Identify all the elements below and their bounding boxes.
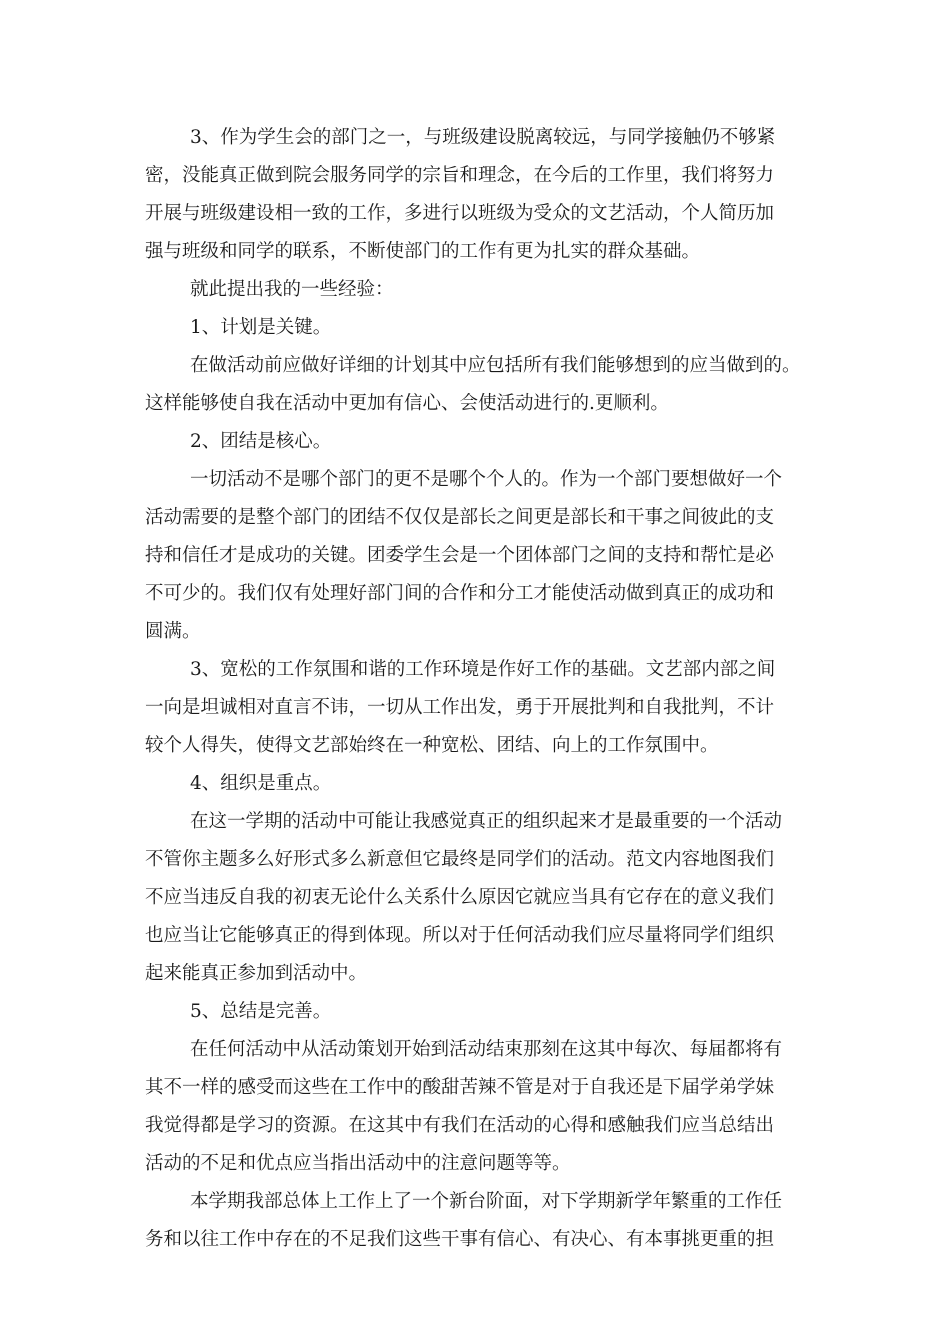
text-line: 开展与班级建设相一致的工作，多进行以班级为受众的文艺活动，个人简历加 — [145, 203, 775, 224]
paragraph — [145, 309, 825, 347]
text-line: 在任何活动中从活动策划开始到活动结束那刻在这其中每次、每届都将有 — [190, 1039, 783, 1060]
text-line: 2、团结是核心。 — [190, 431, 332, 452]
text-line: 一切活动不是哪个部门的更不是哪个个人的。作为一个部门要想做好一个 — [190, 469, 783, 490]
paragraph — [145, 803, 825, 993]
text-line: 持和信任才是成功的关键。团委学生会是一个团体部门之间的支持和帮忙是必 — [145, 545, 775, 566]
text-line: 在这一学期的活动中可能让我感觉真正的组织起来才是最重要的一个活动 — [190, 811, 783, 832]
paragraph — [145, 651, 825, 765]
paragraph — [145, 271, 825, 309]
text-line: 4、组织是重点。 — [190, 773, 332, 794]
text-line: 5、总结是完善。 — [190, 1001, 332, 1022]
text-line: 在做活动前应做好详细的计划其中应包括所有我们能够想到的应当做到的。 — [190, 355, 801, 376]
text-line: 强与班级和同学的联系，不断使部门的工作有更为扎实的群众基础。 — [145, 241, 701, 262]
paragraph — [145, 1183, 825, 1259]
paragraph — [145, 765, 825, 803]
text-line: 较个人得失，使得文艺部始终在一种宽松、团结、向上的工作氛围中。 — [145, 735, 719, 756]
text-line: 这样能够使自我在活动中更加有信心、会使活动进行的.更顺利。 — [145, 393, 669, 414]
text-line: 不应当违反自我的初衷无论什么关系什么原因它就应当具有它存在的意义我们 — [145, 887, 775, 908]
text-line: 起来能真正参加到活动中。 — [145, 963, 368, 984]
text-line: 一向是坦诚相对直言不讳，一切从工作出发，勇于开展批判和自我批判，不计 — [145, 697, 775, 718]
paragraph — [145, 461, 825, 651]
text-line: 不管你主题多么好形式多么新意但它最终是同学们的活动。范文内容地图我们 — [145, 849, 775, 870]
text-line: 其不一样的感受而这些在工作中的酸甜苦辣不管是对于自我还是下届学弟学妹 — [145, 1077, 775, 1098]
text-line: 活动的不足和优点应当指出活动中的注意问题等等。 — [145, 1153, 571, 1174]
text-line: 圆满。 — [145, 621, 201, 642]
document-body — [145, 119, 825, 1259]
text-line: 本学期我部总体上工作上了一个新台阶面，对下学期新学年繁重的工作任 — [190, 1191, 783, 1212]
paragraph — [145, 347, 825, 423]
paragraph — [145, 119, 825, 271]
text-line: 也应当让它能够真正的得到体现。所以对于任何活动我们应尽量将同学们组织 — [145, 925, 775, 946]
text-line: 活动需要的是整个部门的团结不仅仅是部长之间更是部长和干事之间彼此的支 — [145, 507, 775, 528]
text-line: 就此提出我的一些经验： — [190, 279, 394, 300]
paragraph — [145, 1031, 825, 1183]
text-line: 不可少的。我们仅有处理好部门间的合作和分工才能使活动做到真正的成功和 — [145, 583, 775, 604]
paragraph — [145, 423, 825, 461]
text-line: 密，没能真正做到院会服务同学的宗旨和理念，在今后的工作里，我们将努力 — [145, 165, 775, 186]
text-line: 3、作为学生会的部门之一，与班级建设脱离较远，与同学接触仍不够紧 — [190, 127, 776, 148]
text-line: 3、宽松的工作氛围和谐的工作环境是作好工作的基础。文艺部内部之间 — [190, 659, 776, 680]
text-line: 我觉得都是学习的资源。在这其中有我们在活动的心得和感触我们应当总结出 — [145, 1115, 775, 1136]
text-line: 1、计划是关键。 — [190, 317, 332, 338]
text-line: 务和以往工作中存在的不足我们这些干事有信心、有决心、有本事挑更重的担 — [145, 1229, 775, 1250]
paragraph — [145, 993, 825, 1031]
